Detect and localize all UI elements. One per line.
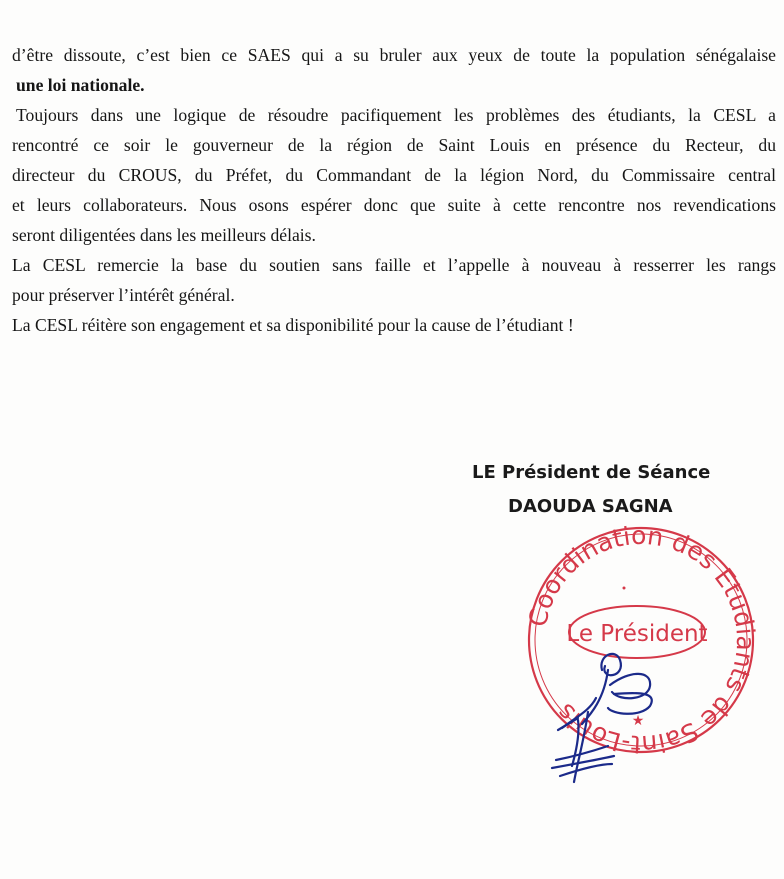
letter-line-1: d’être dissoute, c’est bien ce SAES qui a su bruler aux yeux de toute la population sénégalaise [12, 45, 776, 65]
letter-line-6: et leurs collaborateurs. Nous osons espérer donc que suite à cette rencontre nos revendications [12, 195, 776, 215]
letter-body [12, 40, 776, 340]
official-stamp [500, 520, 780, 820]
letter-line-4: rencontré ce soir le gouverneur de la région de Saint Louis en présence du Recteur, du [12, 135, 776, 155]
letter-line-10: La CESL réitère son engagement et sa disponibilité pour la cause de l’étudiant ! [12, 315, 574, 335]
stamp-dot [623, 587, 626, 590]
letter-line-7: seront diligentées dans les meilleurs délais. [12, 225, 316, 245]
signatory-name: DAOUDA SAGNA [508, 496, 673, 517]
stamp-center-text: Le Président [566, 621, 708, 647]
letter-line-8: La CESL remercie la base du soutien sans faille et l’appelle à nouveau à resserrer les rangs [12, 255, 776, 275]
letter-line-9: pour préserver l’intérêt général. [12, 285, 235, 305]
letter-line-5: directeur du CROUS, du Préfet, du Commandant de la légion Nord, du Commissaire central [12, 165, 776, 185]
signatory-title: LE Président de Séance [472, 462, 711, 483]
letter-line-2: une loi nationale. [16, 75, 145, 95]
letter-line-3: Toujours dans une logique de résoudre pacifiquement les problèmes des étudiants, la CESL a [16, 105, 776, 125]
stamp-ring-textpath: Coordination des Etudiants de Saint-Louis [522, 520, 761, 760]
stamp-star-icon: ★ [631, 714, 645, 729]
stamp-seal [523, 521, 760, 759]
